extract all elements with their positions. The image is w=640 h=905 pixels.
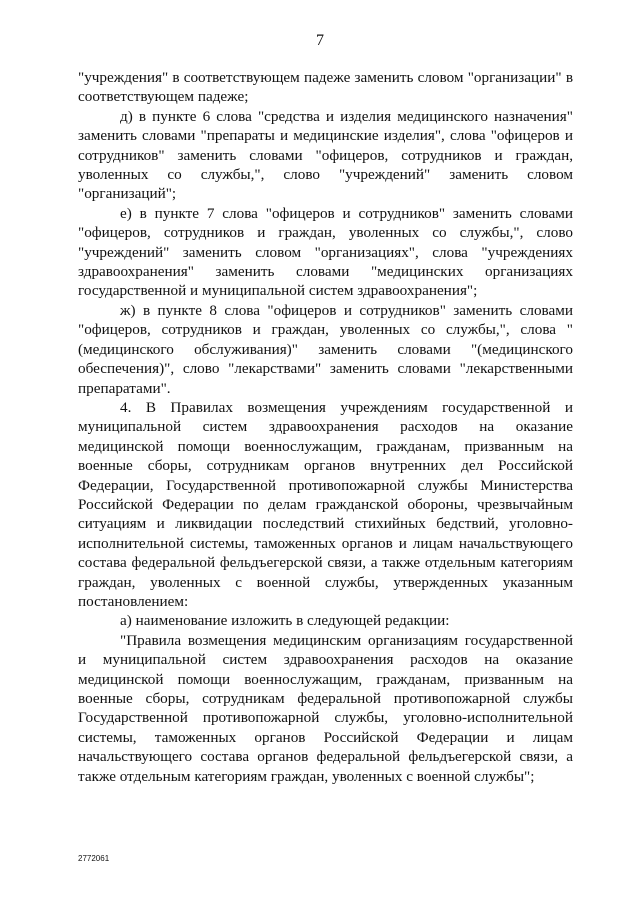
document-body (78, 68, 573, 786)
document-code: 2772061 (78, 854, 110, 863)
paragraph-quoted-title: "Правила возмещения медицинским организациям государственной и муниципальной систем здравоохранения расходов на оказание медицинской помощи военнослужащим, гражданам, призванным на военные сборы, сотрудникам федеральной противопожарной службы Государственной противопожарной службы, уголовно-исполнительной системы, таможенных органов Российской Федерации и лицам начальствующего состава органов федеральной фельдъегерской связи, а также отдельным категориям граждан, уволенных с военной службы"; (78, 631, 573, 785)
paragraph-item-a: а) наименование изложить в следующей редакции: (120, 612, 450, 630)
paragraph-item-e: е) в пункте 7 слова "офицеров и сотрудников" заменить словами "офицеров, сотрудников и граждан, уволенных со службы,", слово "учреждений" заменить словом "организациях", слова "учреждениях здравоохранения" заменить словами "медицинских организациях государственной и муниципальной систем здравоохранения"; (78, 204, 573, 300)
paragraph-continuation: "учреждения" в соответствующем падеже заменить словом "организации" в соответствующем падеже; (78, 69, 573, 106)
page-number: 7 (316, 32, 324, 49)
paragraph-item-zh: ж) в пункте 8 слова "офицеров и сотрудников" заменить словами "офицеров, сотрудников и граждан, уволенных со службы,", слова "(медицинского обслуживания)" заменить словами "(медицинского обеспечения)", слово "лекарствами" заменить словами "лекарственными препаратами". (78, 301, 573, 397)
paragraph-section-4: 4. В Правилах возмещения учреждениям государственной и муниципальной систем здравоохранения расходов на оказание медицинской помощи военнослужащим, гражданам, призванным на военные сборы, сотрудникам органов внутренних дел Российской Федерации, Государственной противопожарной службы Министерства Российской Федерации по делам гражданской обороны, чрезвычайным ситуациям и ликвидации последствий стихийных бедствий, уголовно-исполнительной системы, таможенных органов и лицам начальствующего состава федеральной фельдъегерской связи, а также отдельным категориям граждан, уволенных с военной службы, утвержденных указанным постановлением: (78, 398, 573, 610)
paragraph-item-d: д) в пункте 6 слова "средства и изделия медицинского назначения" заменить словами "препараты и медицинские изделия", слова "офицеров и сотрудников" заменить словами "офицеров, сотрудников и граждан, уволенных со службы,", слово "учреждений" заменить словом "организаций"; (78, 107, 573, 203)
